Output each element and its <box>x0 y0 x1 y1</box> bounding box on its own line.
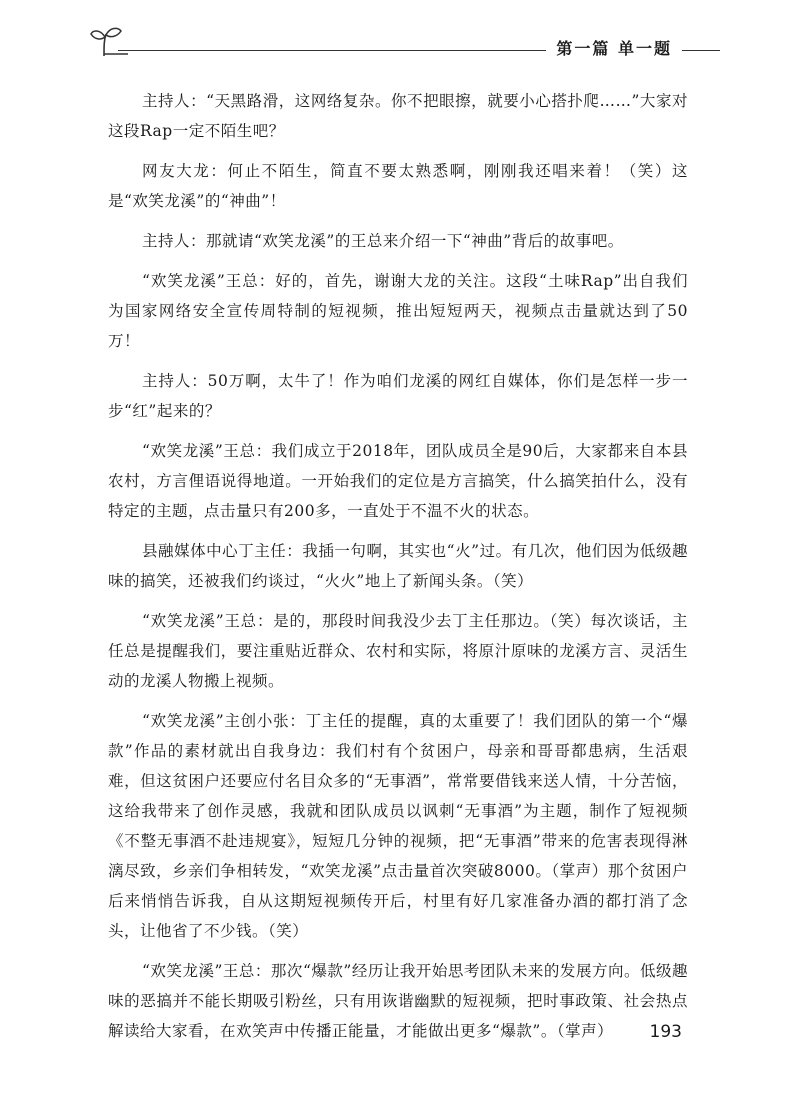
paragraph: “欢笑龙溪”王总：我们成立于2018年，团队成员全是90后，大家都来自本县农村，方言俚语说得地道。一开始我们的定位是方言搞笑，什么搞笑拍什么，没有特定的主题，点击量只有200多，一直处于不温不火的状态。 <box>108 442 688 520</box>
paragraph: 县融媒体中心丁主任：我插一句啊，其实也“火”过。有几次，他们因为低级趣味的搞笑，还被我们约谈过，“火火”地上了新闻头条。（笑） <box>108 542 688 590</box>
paragraph: “欢笑龙溪”王总：那次“爆款”经历让我开始思考团队未来的发展方向。低级趣味的恶搞并不能长期吸引粉丝，只有用诙谐幽默的短视频，把时事政策、社会热点解读给大家看，在欢笑声中传播正能量，才能做出更多“爆款”。（掌声） <box>108 962 688 1040</box>
paragraph: 主持人：50万啊，太牛了！作为咱们龙溪的网红自媒体，你们是怎样一步一步“红”起来的？ <box>108 372 688 420</box>
sprout-icon <box>88 24 128 58</box>
article-body <box>108 86 688 1056</box>
header-title: 第一篇 单一题 <box>546 36 682 59</box>
page-header <box>88 22 720 62</box>
paragraph: “欢笑龙溪”王总：好的，首先，谢谢大龙的关注。这段“土味Rap”出自我们为国家网络安全宣传周特制的短视频，推出短短两天，视频点击量就达到了50万！ <box>108 272 688 350</box>
paragraph: 网友大龙：何止不陌生，简直不要太熟悉啊，刚刚我还唱来着！（笑）这是“欢笑龙溪”的“神曲”！ <box>108 162 688 210</box>
paragraph: “欢笑龙溪”主创小张：丁主任的提醒，真的太重要了！我们团队的第一个“爆款”作品的素材就出自我身边：我们村有个贫困户，母亲和哥哥都患病，生活艰难，但这贫困户还要应付名目众多的“无事酒”，常常要借钱来送人情，十分苦恼，这给我带来了创作灵感，我就和团队成员以讽刺“无事酒”为主题，制作了短视频《不整无事酒不赴违规宴》，短短几分钟的视频，把“无事酒”带来的危害表现得淋漓尽致，乡亲们争相转发，“欢笑龙溪”点击量首次突破8000。（掌声）那个贫困户后来悄悄告诉我，自从这期短视频传开后，村里有好几家准备办酒的都打消了念头，让他省了不少钱。（笑） <box>108 712 688 940</box>
paragraph: “欢笑龙溪”王总：是的，那段时间我没少去丁主任那边。（笑）每次谈话，主任总是提醒我们，要注重贴近群众、农村和实际，将原汁原味的龙溪方言、灵活生动的龙溪人物搬上视频。 <box>108 612 688 690</box>
page-number: 193 <box>649 1022 682 1042</box>
paragraph: 主持人：那就请“欢笑龙溪”的王总来介绍一下“神曲”背后的故事吧。 <box>142 232 624 250</box>
paragraph: 主持人：“天黑路滑，这网络复杂。你不把眼擦，就要小心搭扑爬……”大家对这段Rap一定不陌生吧？ <box>108 92 688 140</box>
